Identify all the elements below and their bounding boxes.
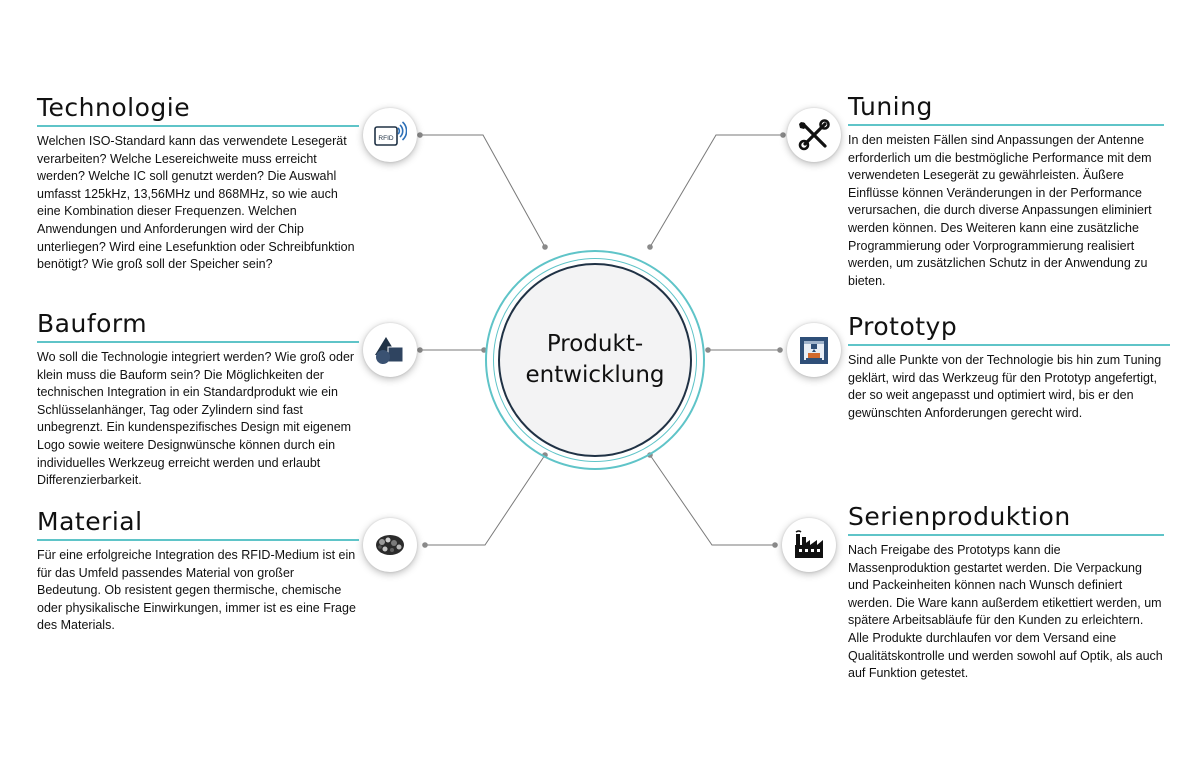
center-title [510, 329, 680, 391]
connector-dot [542, 244, 548, 250]
rfid-card-label: RFID [378, 135, 394, 142]
connector-dot [417, 132, 423, 138]
prototyp-icon-circle [787, 323, 841, 377]
section-prototyp [848, 312, 1170, 422]
technologie-icon-circle [363, 108, 417, 162]
prototyp-title: Prototyp [848, 312, 1170, 346]
material-texture-icon [373, 528, 407, 562]
prototyp-text: Sind alle Punkte von der Technologie bis hin zum Tuning geklärt, wird das Werkzeug für den Prototyp angefertigt, der so weit angepasst und optimiert wird, bis er den gewünschten Anforderungen gerecht wird. [848, 353, 1162, 420]
section-tuning [848, 92, 1164, 290]
connector-dot [705, 347, 711, 353]
connector-tuning [650, 135, 783, 247]
tuning-text: In den meisten Fällen sind Anpassungen der Antenne erforderlich um die bestmögliche Performance mit dem verwendeten Lesegerät zu gewährleisten. Äußere Einflüsse können Veränderungen in der Performance verursachen, die durch diverse Anpassungen eliminiert werden können. Des Weiteren kann eine zusätzliche Programmierung oder Vorprogrammierung realisiert werden, um zusätzlichen Schutz in der Anwendung zu bieten. [848, 133, 1152, 288]
connector-dot [772, 542, 778, 548]
material-title: Material [37, 507, 359, 541]
3d-printer-icon [797, 333, 831, 367]
connector-dot [777, 347, 783, 353]
material-icon-circle [363, 518, 417, 572]
connector-material [425, 455, 545, 545]
bauform-icon-circle [363, 323, 417, 377]
section-bauform [37, 309, 359, 490]
material-text: Für eine erfolgreiche Integration des RFID-Medium ist ein für das Umfeld passendes Material von großer Bedeutung. Ob resistent gegen thermische, chemische oder physikalische Einwirkungen, immer ist es eine Frage des Materials. [37, 548, 356, 633]
connector-dot [422, 542, 428, 548]
connector-dot [647, 244, 653, 250]
section-material [37, 507, 359, 635]
center-title-line1: Produkt- [546, 331, 644, 357]
shapes-icon [373, 333, 407, 367]
connector-serienproduktion [650, 455, 775, 545]
bauform-title: Bauform [37, 309, 359, 343]
section-serienproduktion [848, 502, 1164, 683]
serienproduktion-text: Nach Freigabe des Prototyps kann die Massenproduktion gestartet werden. Die Verpackung und Packeinheiten können nach Wunsch definiert werden. Die Ware kann außerdem etikettiert werden, um spätere Arbeitsabläufe für den Kunden zu erleichtern. Alle Produkte durchlaufen vor dem Versand eine Qualitätskontrolle und werden sowohl auf Optik, als auch auf Funktion getestet. [848, 543, 1163, 681]
serienproduktion-title: Serienproduktion [848, 502, 1164, 536]
rfid-card-icon [373, 118, 407, 152]
factory-icon [792, 528, 826, 562]
wrench-screwdriver-icon [797, 118, 831, 152]
section-technologie [37, 93, 359, 274]
center-title-line2: entwicklung [525, 362, 665, 388]
connector-dot [417, 347, 423, 353]
connector-technologie [420, 135, 545, 247]
technologie-text: Welchen ISO-Standard kann das verwendete Lesegerät verarbeiten? Welche Lesereichweite muss erreicht werden? Welche IC soll genutzt werden? Die Auswahl umfasst 125kHz, 13,56MHz und 868MHz, so wie auch eine Kombination dieser Frequenzen. Welchen Anwendungen und Anforderungen wird der Chip unterliegen? Wird eine Lesefunktion oder Schreibfunktion benötigt? Wie groß soll der Speicher sein? [37, 134, 355, 272]
center-hub [498, 263, 692, 457]
bauform-text: Wo soll die Technologie integriert werden? Wie groß oder klein muss die Bauform sein? Die Möglichkeiten der technischen Integration in ein Standardprodukt wie ein Schlüsselanhänger, Tag oder Zylindern sind fast unbegrenzt. Ein kundenspezifisches Design mit eigenem Logo sowie weitere Designwünsche können durch ein individuelles Werkzeug erreicht werden und erlaubt Differenzierbarkeit. [37, 350, 355, 488]
technologie-title: Technologie [37, 93, 359, 127]
serienproduktion-icon-circle [782, 518, 836, 572]
tuning-icon-circle [787, 108, 841, 162]
connector-dot [780, 132, 786, 138]
tuning-title: Tuning [848, 92, 1164, 126]
